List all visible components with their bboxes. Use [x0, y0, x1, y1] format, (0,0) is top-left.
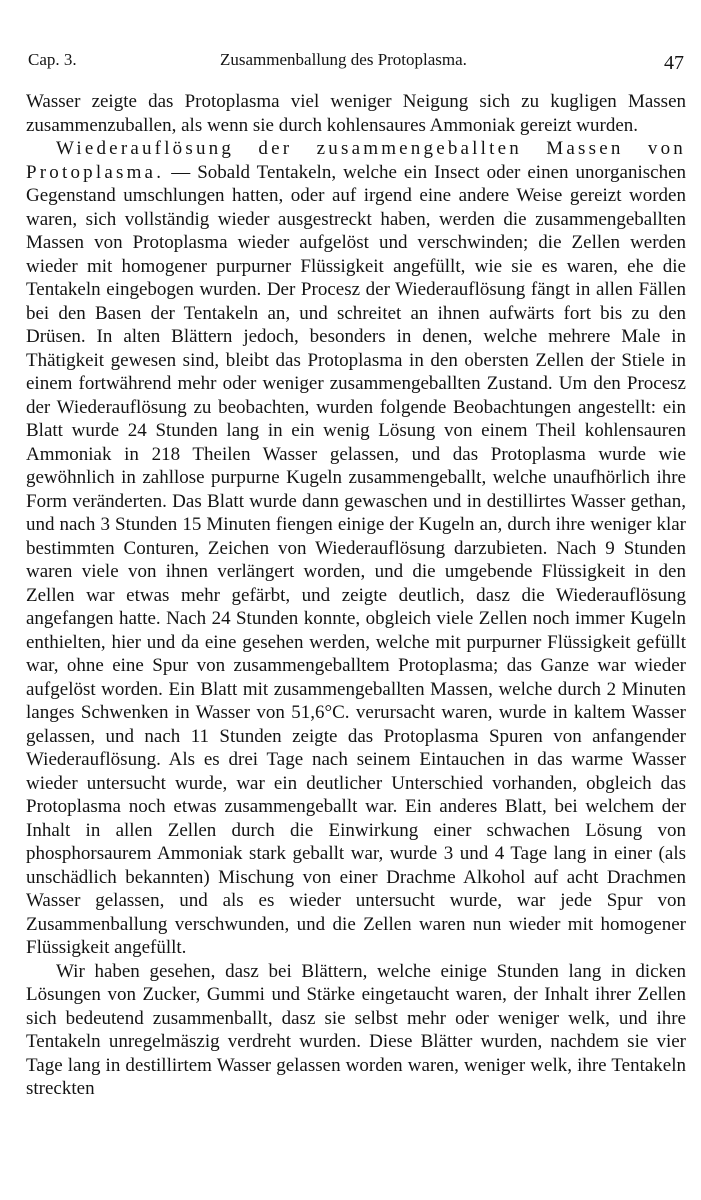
- paragraph-text: Wasser zeigte das Protoplasma viel weniger Neigung sich zu kugligen Massen zusammenzuballen, als wenn sie durch kohlensaures Ammoniak gereizt wurden.: [26, 91, 686, 136]
- paragraph-text: — Sobald Tentakeln, welche ein Insect oder einen unorganischen Gegenstand umschlungen hatten, oder auf irgend eine andere Weise gereizt worden waren, sich vollständig wieder ausgestreckt haben, werden die zusammengeballten Massen von Protoplasma wieder aufgelöst und verschwinden; die Zellen werden wieder mit homogener purpurner Flüssigkeit angefüllt, wie sie es waren, ehe die Tentakeln eingebogen wurden. Der Procesz der Wiederauflösung fängt in allen Fällen bei den Basen der Tentakeln an, und schreitet an ihnen aufwärts fort bis zu den Drüsen. In alten Blättern jedoch, besonders in denen, welche mehrere Male in Thätigkeit gewesen sind, bleibt das Protoplasma in den obersten Zellen der Stiele in einem fortwährend mehr oder weniger zusammengeballten Zustand. Um den Procesz der Wiederauflösung zu beobachten, wurden folgende Beobachtungen angestellt: ein Blatt wurde 24 Stunden lang in ein wenig Lösung von einem Theil kohlensauren Ammoniak in 218 Theilen Wasser gelassen, und das Protoplasma wurde wie gewöhnlich in zahllose purpurne Kugeln zusammengeballt, welche unaufhörlich ihre Form veränderten. Das Blatt wurde dann gewaschen und in destillirtes Wasser gethan, und nach 3 Stunden 15 Minuten fiengen einige der Kugeln an, durch ihre weniger klar bestimmten Conturen, Zeichen von Wiederauflösung darzubieten. Nach 9 Stunden waren viele von ihnen verlängert worden, und die umgebende Flüssigkeit in den Zellen war etwas mehr gefärbt, und zeigte deutlich, dasz die Wiederauflösung angefangen hatte. Nach 24 Stunden konnte, obgleich viele Zellen noch immer Kugeln enthielten, hier und da eine gesehen werden, welche mit purpurner Flüssigkeit gefüllt war, ohne eine Spur von zusammengeballtem Protoplasma; das Ganze war wieder aufgelöst worden. Ein Blatt mit zusammengeballten Massen, welche durch 2 Minuten langes Schwenken in Wasser von 51,6°C. verursacht waren, wurde in kaltem Wasser gelassen, und nach 11 Stunden zeigte das Protoplasma Spuren von anfangender Wiederauflösung. Als es drei Tage nach seinem Eintauchen in das warme Wasser wieder untersucht wurde, war ein deutlicher Unterschied vorhanden, obgleich das Protoplasma noch etwas zusammengeballt war. Ein anderes Blatt, bei welchem der Inhalt in allen Zellen durch die Einwirkung einer schwachen Lösung von phosphorsaurem Ammoniak stark geballt war, wurde 3 und 4 Tage lang in einer (als unschädlich bekannten) Mischung von einer Drachme Alkohol auf acht Drachmen Wasser gelassen, und als es wieder untersucht wurde, war jede Spur von Zusammenballung verschwunden, und die Zellen waren nun wieder mit homogener Flüssigkeit angefüllt.: [26, 161, 686, 958]
- paragraph: [26, 137, 686, 960]
- paragraph: [26, 960, 686, 1101]
- book-page: [26, 40, 686, 1101]
- running-title: Zusammenballung des Protoplasma.: [220, 50, 467, 69]
- page-number: 47: [664, 52, 684, 74]
- paragraph-text: Wir haben gesehen, dasz bei Blättern, welche einige Stunden lang in dicken Lösungen von Zucker, Gummi und Stärke eingetaucht waren, der Inhalt ihrer Zellen sich bedeutend zusammenballt, dasz sie selbst mehr oder weniger welk, und ihre Tentakeln unregelmäszig verdreht wurden. Diese Blätter wurden, nachdem sie vier Tage lang in destillirtem Wasser gelassen worden waren, weniger welk, ihre Tentakeln streckten: [26, 960, 686, 1099]
- paragraph: [26, 90, 686, 137]
- section-heading: Wiederauflösung der zusammengeballten Massen von Protoplasma.: [26, 138, 686, 183]
- body-text: [26, 90, 686, 1101]
- running-header: [26, 40, 686, 76]
- chapter-label: Cap. 3.: [28, 50, 77, 69]
